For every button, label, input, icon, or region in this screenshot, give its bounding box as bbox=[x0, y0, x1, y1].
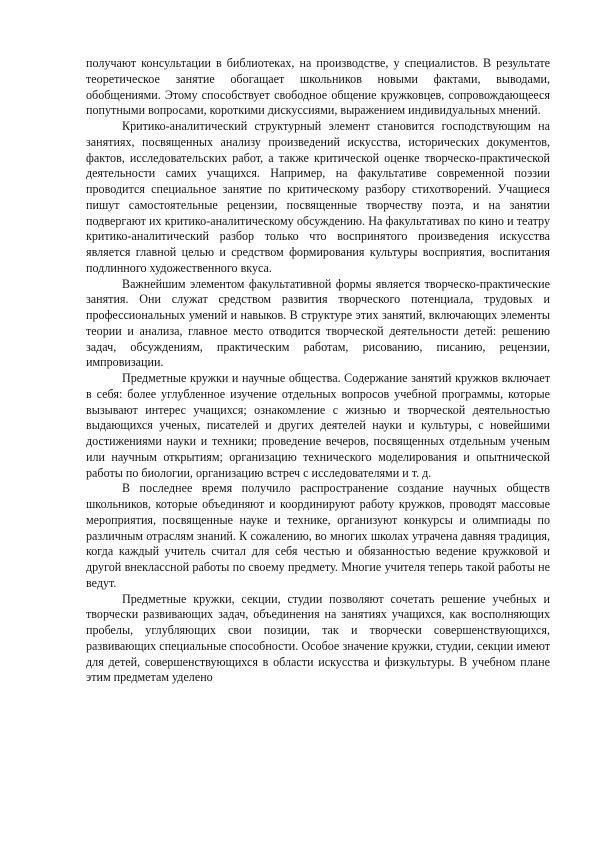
paragraph-critical-analytical: Критико-аналитический структурный элемент становится господствующим на занятиях, посвященных анализу произведений искусства, исторических документов, фактов, исследовательских работ, а также критической оценке творческо-практической деятельности самих учащихся. Например, на факультативе современной поэзии проводится специальное занятие по критическому разбору стихотворений. Учащиеся пишут самостоятельные рецензии, посвященные творчеству поэта, и на занятии подвергают их критико-аналитическому обсуждению. На факультативах по кино и театру критико-аналитический разбор только что воспринятого произведения искусства является главной целью и средством формирования культуры восприятия, воспитания подлинного художественного вкуса. bbox=[86, 119, 550, 275]
paragraph-consultations: получают консультации в библиотеках, на производстве, у специалистов. В результате теоретическое занятие обогащает школьников новыми фактами, выводами, обобщениями. Этому способствует свободное общение кружковцев, сопровождающееся попутными вопросами, короткими дискуссиями, выражением индивидуальных мнений. bbox=[86, 56, 550, 118]
paragraph-scientific-societies: В последнее время получило распространение создание научных обществ школьников, которые объединяют и координируют работу кружков, проводят массовые мероприятия, посвященные науке и технике, организуют конкурсы и олимпиады по различным отраслям знаний. К сожалению, во многих школах утрачена давняя традиция, когда каждый учитель считал для себя честью и обязанностью ведение кружковой и другой внеклассной работы по своему предмету. Многие учителя теперь такой работы не ведут. bbox=[86, 481, 550, 590]
document-page bbox=[86, 56, 550, 686]
paragraph-sections-studios: Предметные кружки, секции, студии позволяют сочетать решение учебных и творчески развивающих задач, объединения на занятиях учащихся, как восполняющих пробелы, углубляющих свои позиции, так и творчески совершенствующихся, развивающих специальные способности. Особое значение кружки, студии, секции имеют для детей, совершенствующихся в области искусства и физкультуры. В учебном плане этим предметам уделено bbox=[86, 591, 550, 685]
paragraph-creative-practical: Важнейшим элементом факультативной формы является творческо-практические занятия. Они служат средством развития творческого потенциала, трудовых и профессиональных умений и навыков. В структуре этих занятий, включающих элементы теории и анализа, главное место отводится творческой деятельности детей: решению задач, обсуждениям, практическим работам, рисованию, писанию, рецензии, импровизации. bbox=[86, 276, 550, 370]
paragraph-subject-clubs: Предметные кружки и научные общества. Содержание занятий кружков включает в себя: более углубленное изучение отдельных вопросов учебной программы, которые вызывают интерес учащихся; ознакомление с жизнью и творческой деятельностью выдающихся ученых, писателей и других деятелей науки и культуры, с новейшими достижениями науки и техники; проведение вечеров, посвященных отдельным ученым или научным открытиям; организацию технического моделирования и опытнической работы по биологии, организацию встреч с исследователями и т. д. bbox=[86, 371, 550, 480]
